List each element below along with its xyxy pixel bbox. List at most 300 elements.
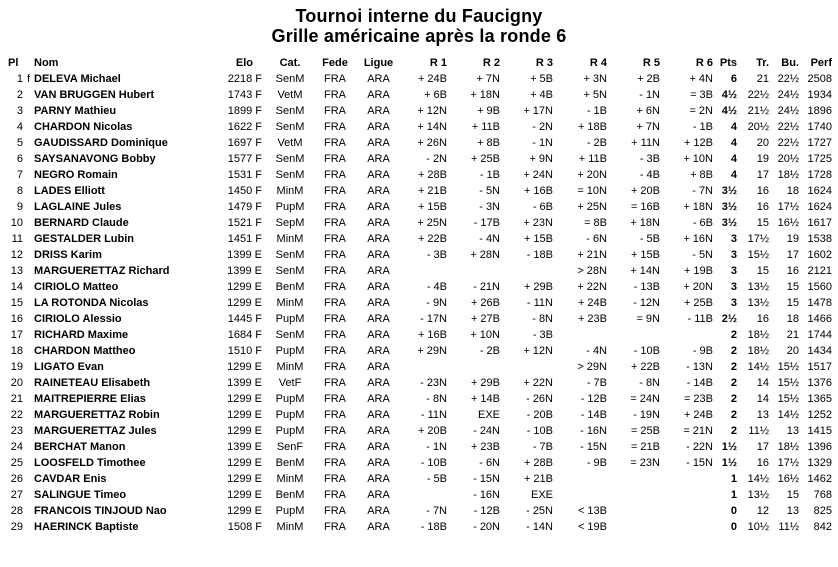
cell-round-4: < 19B [577, 521, 607, 533]
cell-fide-title [23, 199, 34, 215]
cell-round-4: = 8B [584, 217, 607, 229]
cell-tr: 12 [756, 505, 769, 517]
cell-round-1: - 18B [420, 521, 447, 533]
cell-round-6: + 10N [683, 153, 713, 165]
cell-league: ARA [367, 521, 390, 533]
cell-name: CHARDON Nicolas [34, 121, 133, 133]
cell-elo: 1399 E [227, 249, 262, 261]
cell-place: 22 [10, 409, 23, 421]
cell-round-6: + 16N [683, 233, 713, 245]
cell-round-2: - 17B [473, 217, 500, 229]
cell-bu: 22½ [777, 73, 799, 85]
cell-elo: 1399 E [227, 377, 262, 389]
cell-category: MinM [276, 233, 304, 245]
cell-round-5 [607, 519, 660, 535]
cell-points: 3½ [721, 201, 737, 213]
cell-round-6: = 23B [683, 393, 713, 405]
cell-round-6: + 20N [683, 281, 713, 293]
cell-fide-title [23, 295, 34, 311]
cell-federation: FRA [324, 73, 346, 85]
cell-round-5: - 19N [633, 409, 660, 421]
cell-perf: 842 [813, 521, 832, 533]
cell-place: 27 [10, 489, 23, 501]
cell-federation: FRA [324, 441, 346, 453]
cell-round-6 [660, 519, 713, 535]
cell-fide-title [23, 135, 34, 151]
cell-round-4: + 18B [577, 121, 607, 133]
cell-tr: 21 [756, 73, 769, 85]
cell-round-1: + 12N [417, 105, 447, 117]
cell-points: 2 [730, 409, 737, 421]
cell-round-4: > 28N [577, 265, 607, 277]
cell-round-1: - 1N [426, 441, 447, 453]
cell-tr: 16 [756, 185, 769, 197]
cell-points: 0 [730, 505, 737, 517]
cell-place: 26 [10, 473, 23, 485]
cell-elo: 1479 F [227, 201, 262, 213]
cell-elo: 1399 E [227, 265, 262, 277]
cell-perf: 825 [813, 505, 832, 517]
cell-federation: FRA [324, 137, 346, 149]
table-row [8, 167, 832, 183]
cell-round-2: + 7N [476, 73, 500, 85]
cell-round-6: - 11B [687, 313, 713, 325]
cell-points: 2 [730, 425, 737, 437]
cell-tr: 14½ [747, 473, 769, 485]
cell-league: ARA [367, 345, 390, 357]
cell-round-4: + 21N [577, 249, 607, 261]
cell-perf: 1478 [807, 297, 832, 309]
cell-name: LIGATO Evan [34, 361, 104, 373]
cell-perf: 1538 [807, 233, 832, 245]
cell-fide-title [23, 519, 34, 535]
table-row [8, 311, 832, 327]
cell-place: 6 [16, 153, 23, 165]
cell-perf: 1376 [807, 377, 832, 389]
cell-round-5: + 11N [631, 137, 660, 149]
cell-name: GAUDISSARD Dominique [34, 137, 168, 149]
cell-round-6: = 21N [683, 425, 713, 437]
cell-federation: FRA [324, 409, 346, 421]
cell-round-1: + 6B [424, 89, 447, 101]
cell-round-2: + 8B [477, 137, 500, 149]
cell-round-6: - 6B [692, 217, 713, 229]
cell-perf: 2121 [807, 265, 832, 277]
cell-category: PupM [275, 505, 305, 517]
cell-bu: 15 [786, 281, 799, 293]
cell-round-4: - 12B [580, 393, 607, 405]
cell-bu: 18 [786, 185, 799, 197]
cell-bu: 14½ [777, 409, 799, 421]
cell-points: 2 [730, 361, 737, 373]
table-row [8, 135, 832, 151]
cell-round-3: - 26N [526, 393, 553, 405]
cell-fide-title [23, 359, 34, 375]
cell-round-2: + 10N [470, 329, 500, 341]
table-row [8, 119, 832, 135]
cell-round-5: + 7N [636, 121, 660, 133]
cell-name: BERCHAT Manon [34, 441, 126, 453]
cell-fide-title [23, 183, 34, 199]
cell-place: 8 [16, 185, 23, 197]
cell-round-2: - 16N [473, 489, 500, 501]
col-header-round-5: R 5 [642, 56, 660, 69]
cell-category: SenM [275, 249, 305, 261]
cell-perf: 1462 [807, 473, 832, 485]
cell-round-4: + 11B [578, 153, 607, 165]
cell-perf: 1740 [807, 121, 832, 133]
results-table [8, 54, 832, 535]
cell-name: MAITREPIERRE Elias [34, 393, 146, 405]
cell-federation: FRA [324, 521, 346, 533]
cell-round-1: - 4B [426, 281, 447, 293]
cell-name: MARGUERETTAZ Richard [34, 265, 170, 277]
cell-perf: 1602 [807, 249, 832, 261]
cell-round-2: + 9B [477, 105, 500, 117]
cell-round-5: - 10B [633, 345, 660, 357]
cell-name: CAVDAR Enis [34, 473, 107, 485]
cell-round-5: = 16B [630, 201, 660, 213]
cell-round-2: EXE [477, 409, 500, 421]
cell-name: DRISS Karim [34, 249, 102, 261]
cell-name: MARGUERETTAZ Robin [34, 409, 160, 421]
cell-round-2: - 5N [479, 185, 500, 197]
cell-round-1: + 24B [417, 73, 447, 85]
cell-round-3: + 22N [523, 377, 553, 389]
table-row [8, 519, 832, 535]
cell-points: 1 [730, 473, 737, 485]
cell-round-2: + 11B [471, 121, 500, 133]
cell-round-1: + 22B [417, 233, 447, 245]
cell-bu: 15½ [777, 393, 799, 405]
cell-round-5: = 24N [630, 393, 660, 405]
cell-points: 2 [730, 393, 737, 405]
table-row [8, 295, 832, 311]
cell-points: 4 [730, 153, 737, 165]
cell-category: PupM [275, 425, 305, 437]
cell-place: 18 [10, 345, 23, 357]
cell-round-3: - 8N [532, 313, 553, 325]
cell-place: 12 [10, 249, 23, 261]
cell-tr: 13 [756, 409, 769, 421]
cell-bu: 15 [786, 489, 799, 501]
cell-round-2: + 25B [470, 153, 500, 165]
cell-round-5: - 1N [639, 89, 660, 101]
cell-round-5: - 5B [639, 233, 660, 245]
cell-round-2: - 3N [479, 201, 500, 213]
cell-round-3: - 7B [532, 441, 553, 453]
cell-federation: FRA [324, 473, 346, 485]
cell-round-2: - 6N [479, 457, 500, 469]
cell-round-1: + 29N [417, 345, 447, 357]
cell-round-4: - 9B [586, 457, 607, 469]
cell-league: ARA [367, 153, 390, 165]
cell-bu: 17½ [777, 201, 799, 213]
cell-round-5: = 25B [630, 425, 660, 437]
cell-round-1: + 26N [417, 137, 447, 149]
cell-round-6 [660, 471, 713, 487]
cell-federation: FRA [324, 233, 346, 245]
cell-round-3: - 3B [532, 329, 553, 341]
cell-round-4: - 7B [586, 377, 607, 389]
cell-round-6: = 3B [690, 89, 713, 101]
cell-bu: 21 [786, 329, 799, 341]
cell-category: SenM [275, 73, 305, 85]
cell-bu: 18½ [777, 169, 799, 181]
col-header-federation: Fede [322, 56, 348, 69]
cell-federation: FRA [324, 201, 346, 213]
cell-fide-title [23, 423, 34, 439]
cell-place: 14 [10, 281, 23, 293]
cell-fide-title [23, 87, 34, 103]
cell-bu: 13 [786, 425, 799, 437]
cell-category: VetM [277, 89, 303, 101]
cell-round-1 [405, 359, 447, 375]
cell-name: PARNY Mathieu [34, 105, 117, 117]
cell-round-2: - 20N [473, 521, 500, 533]
cell-elo: 1521 F [227, 217, 262, 229]
cell-points: 2 [730, 345, 737, 357]
cell-round-3: + 16B [523, 185, 553, 197]
cell-name: RAINETEAU Elisabeth [34, 377, 151, 389]
cell-points: 3 [730, 281, 737, 293]
cell-perf: 1624 [807, 185, 832, 197]
cell-round-1: - 8N [426, 393, 447, 405]
cell-place: 23 [10, 425, 23, 437]
cell-federation: FRA [324, 153, 346, 165]
cell-league: ARA [367, 217, 390, 229]
cell-league: ARA [367, 473, 390, 485]
cell-points: 4½ [721, 89, 737, 101]
cell-name: MARGUERETTAZ Jules [34, 425, 157, 437]
cell-round-6 [660, 487, 713, 503]
cell-round-3: - 11N [526, 297, 553, 309]
cell-name: DELEVA Michael [34, 73, 121, 85]
table-row [8, 407, 832, 423]
cell-category: PupM [275, 201, 305, 213]
cell-fide-title [23, 279, 34, 295]
cell-league: ARA [367, 393, 390, 405]
cell-points: 4 [730, 121, 737, 133]
cell-federation: FRA [324, 457, 346, 469]
cell-bu: 22½ [777, 137, 799, 149]
cell-round-2: - 1B [479, 169, 500, 181]
cell-name: HAERINCK Baptiste [34, 521, 139, 533]
cell-federation: FRA [324, 393, 346, 405]
cell-round-2: + 23B [470, 441, 500, 453]
cell-perf: 1434 [807, 345, 832, 357]
col-header-round-1: R 1 [429, 56, 447, 69]
cell-category: BenM [275, 281, 305, 293]
table-row [8, 247, 832, 263]
cell-league: ARA [367, 121, 390, 133]
cell-round-2: + 27B [470, 313, 500, 325]
cell-category: SepM [275, 217, 305, 229]
cell-round-1: - 5B [426, 473, 447, 485]
cell-place: 24 [10, 441, 23, 453]
cell-fide-title [23, 503, 34, 519]
cell-round-3: + 29B [523, 281, 553, 293]
cell-round-3: - 10B [526, 425, 553, 437]
cell-place: 13 [10, 265, 23, 277]
cell-bu: 15½ [777, 377, 799, 389]
cell-category: MinM [276, 521, 304, 533]
cell-name: BERNARD Claude [34, 217, 129, 229]
cell-round-5: = 9N [636, 313, 660, 325]
cell-league: ARA [367, 169, 390, 181]
cell-round-4 [553, 487, 607, 503]
cell-league: ARA [367, 249, 390, 261]
table-row [8, 391, 832, 407]
cell-round-2: + 26B [470, 297, 500, 309]
cell-round-4: - 2B [586, 137, 607, 149]
cell-place: 2 [16, 89, 23, 101]
cell-points: 6 [730, 73, 737, 85]
cell-points: 2 [730, 377, 737, 389]
cell-tr: 14 [756, 393, 769, 405]
cell-bu: 24½ [777, 105, 799, 117]
cell-federation: FRA [324, 265, 346, 277]
cell-round-4: + 24B [577, 297, 607, 309]
cell-category: PupM [275, 393, 305, 405]
cell-place: 1 [16, 73, 23, 85]
cell-points: 4 [730, 169, 737, 181]
cell-place: 5 [16, 137, 23, 149]
cell-round-3: - 6B [532, 201, 553, 213]
cell-bu: 16 [786, 265, 799, 277]
cell-round-6: + 25B [683, 297, 713, 309]
cell-points: 2½ [721, 313, 737, 325]
cell-round-1: - 2N [426, 153, 447, 165]
tournament-subtitle: Grille américaine après la ronde 6 [271, 26, 567, 46]
col-header-round-2: R 2 [482, 56, 500, 69]
cell-round-4: + 22N [577, 281, 607, 293]
cell-tr: 20 [756, 137, 769, 149]
cell-bu: 24½ [777, 89, 799, 101]
cell-round-5 [607, 487, 660, 503]
cell-name: VAN BRUGGEN Hubert [34, 89, 155, 101]
cell-place: 28 [10, 505, 23, 517]
cell-league: ARA [367, 457, 390, 469]
cell-league: ARA [367, 137, 390, 149]
cell-place: 10 [10, 217, 23, 229]
cell-round-1: + 21B [417, 185, 447, 197]
cell-league: ARA [367, 377, 390, 389]
cell-perf: 2508 [807, 73, 832, 85]
cell-perf: 1617 [807, 217, 832, 229]
cell-name: CIRIOLO Matteo [34, 281, 119, 293]
cell-fide-title [23, 391, 34, 407]
cell-tr: 16 [756, 201, 769, 213]
cell-points: 2 [730, 329, 737, 341]
cell-round-6: - 9B [692, 345, 713, 357]
cell-bu: 20 [786, 345, 799, 357]
cell-round-3 [500, 263, 553, 279]
cell-round-3 [500, 359, 553, 375]
cell-fide-title [23, 151, 34, 167]
cell-round-2 [447, 359, 500, 375]
cell-round-4 [553, 327, 607, 343]
cell-tr: 10½ [747, 521, 769, 533]
cell-place: 20 [10, 377, 23, 389]
cell-elo: 1697 F [227, 137, 262, 149]
cell-bu: 13 [786, 505, 799, 517]
cell-round-5: - 8N [639, 377, 660, 389]
cell-round-5: - 4B [639, 169, 660, 181]
cell-category: MinM [276, 185, 304, 197]
cell-round-4: - 15N [580, 441, 607, 453]
cell-round-4: + 25N [577, 201, 607, 213]
cell-league: ARA [367, 441, 390, 453]
cell-category: PupM [275, 345, 305, 357]
cell-round-6: + 19B [683, 265, 713, 277]
cell-round-1: - 11N [420, 409, 447, 421]
cell-name: CHARDON Mattheo [34, 345, 136, 357]
cell-league: ARA [367, 329, 390, 341]
cell-round-3: + 9N [529, 153, 553, 165]
cell-name: SALINGUE Timeo [34, 489, 127, 501]
cell-tr: 11½ [748, 425, 769, 437]
cell-round-6: - 7N [692, 185, 713, 197]
cell-tr: 21½ [747, 105, 769, 117]
cell-elo: 1299 E [227, 393, 262, 405]
cell-points: 3 [730, 297, 737, 309]
cell-round-6 [660, 503, 713, 519]
cell-fide-title [23, 375, 34, 391]
cell-round-4: + 23B [577, 313, 607, 325]
cell-category: SenM [275, 265, 305, 277]
col-header-league: Ligue [363, 56, 394, 69]
cell-federation: FRA [324, 489, 346, 501]
cell-tr: 13½ [747, 297, 769, 309]
table-row [8, 455, 832, 471]
col-header-bu: Bu. [781, 56, 799, 69]
cell-tr: 18½ [747, 345, 769, 357]
cell-round-1: - 23N [420, 377, 447, 389]
col-header-perf: Perf [810, 56, 832, 69]
cell-round-6: - 14B [686, 377, 713, 389]
cell-round-3: - 18B [526, 249, 553, 261]
cell-place: 16 [10, 313, 23, 325]
table-row [8, 471, 832, 487]
cell-tr: 14 [756, 377, 769, 389]
cell-elo: 1508 F [227, 521, 262, 533]
cell-round-5: = 23N [630, 457, 660, 469]
cell-perf: 1727 [807, 137, 832, 149]
cell-place: 11 [11, 233, 23, 245]
cell-round-3: + 5B [530, 73, 553, 85]
cell-points: 0 [730, 521, 737, 533]
cell-round-6: + 4N [689, 73, 713, 85]
table-row [8, 487, 832, 503]
cell-tr: 18½ [747, 329, 769, 341]
cell-perf: 1934 [807, 89, 832, 101]
cell-federation: FRA [324, 329, 346, 341]
cell-federation: FRA [324, 105, 346, 117]
cell-league: ARA [367, 233, 390, 245]
cell-name: LA ROTONDA Nicolas [34, 297, 149, 309]
cell-tr: 17 [756, 169, 769, 181]
col-header-name: Nom [34, 56, 59, 69]
cell-fide-title [23, 119, 34, 135]
cell-place: 17 [10, 329, 23, 341]
cell-tr: 17½ [747, 233, 769, 245]
cell-round-4: > 29N [577, 361, 607, 373]
cell-round-6: - 15N [686, 457, 713, 469]
cell-round-5: - 13B [633, 281, 660, 293]
header-row [8, 54, 832, 71]
cell-points: 1 [730, 489, 737, 501]
